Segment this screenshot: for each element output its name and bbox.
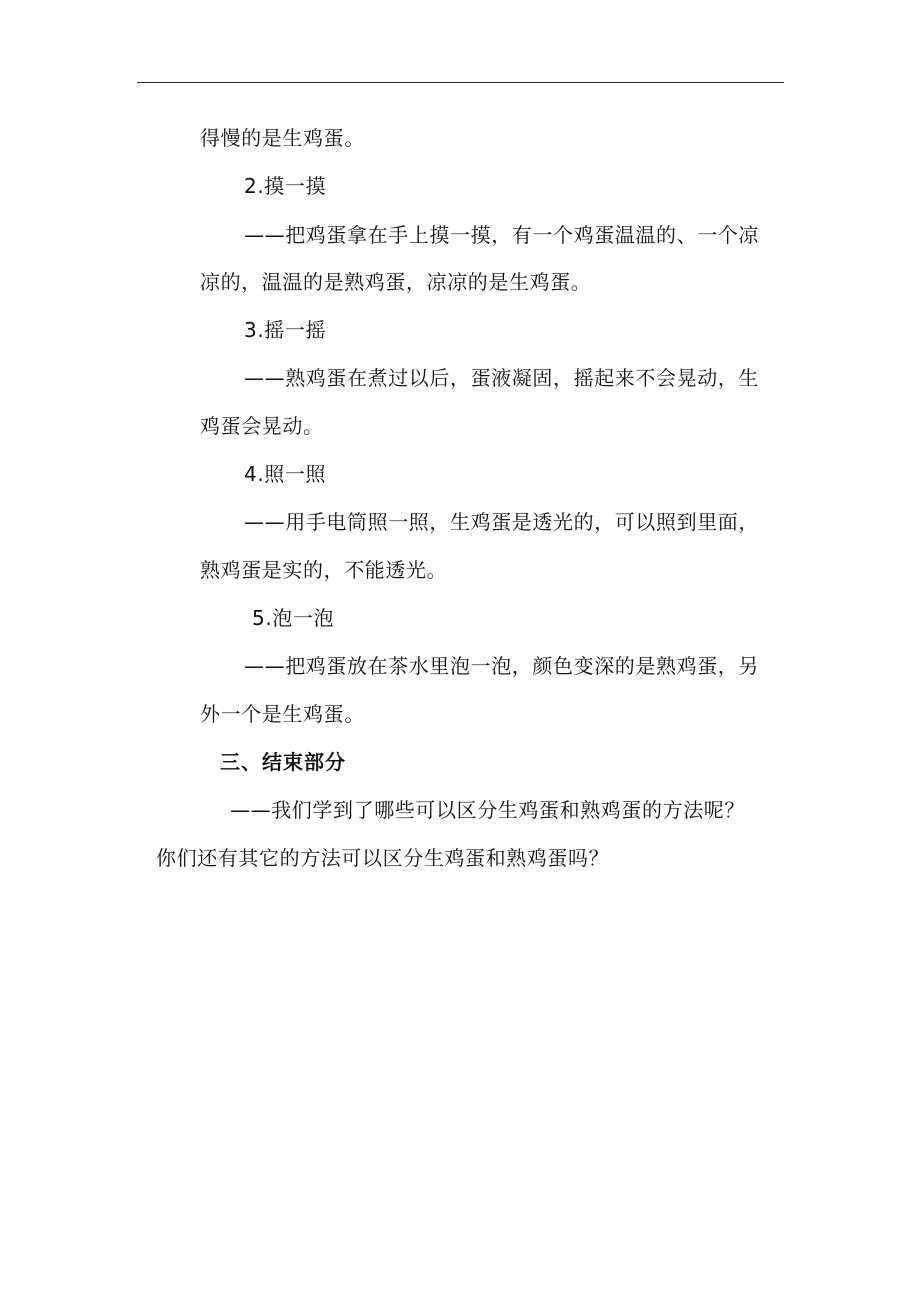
body-line: 你们还有其它的方法可以区分生鸡蛋和熟鸡蛋吗？	[156, 846, 610, 870]
body-line: ——熟鸡蛋在煮过以后，蛋液凝固，摇起来不会晃动，生	[244, 366, 759, 390]
method-heading-shake: 3.摇一摇	[244, 318, 327, 342]
body-line: ——把鸡蛋拿在手上摸一摸，有一个鸡蛋温温的、一个凉	[244, 223, 759, 247]
section-heading-conclusion: 三、结束部分	[220, 750, 346, 774]
body-line: 鸡蛋会晃动。	[200, 414, 324, 438]
body-line: ——把鸡蛋放在茶水里泡一泡，颜色变深的是熟鸡蛋，另	[244, 654, 759, 678]
body-line: ——用手电筒照一照，生鸡蛋是透光的，可以照到里面，	[244, 510, 759, 534]
body-line: 得慢的是生鸡蛋。	[200, 126, 365, 150]
body-line: ——我们学到了哪些可以区分生鸡蛋和熟鸡蛋的方法呢？	[230, 798, 745, 822]
body-line: 熟鸡蛋是实的，不能透光。	[200, 558, 448, 582]
header-rule	[137, 82, 784, 83]
body-line: 凉的，温温的是熟鸡蛋，凉凉的是生鸡蛋。	[200, 270, 592, 294]
method-heading-light: 4.照一照	[244, 462, 327, 486]
body-line: 外一个是生鸡蛋。	[200, 702, 365, 726]
method-heading-soak: 5.泡一泡	[252, 606, 335, 630]
method-heading-touch: 2.摸一摸	[244, 174, 327, 198]
